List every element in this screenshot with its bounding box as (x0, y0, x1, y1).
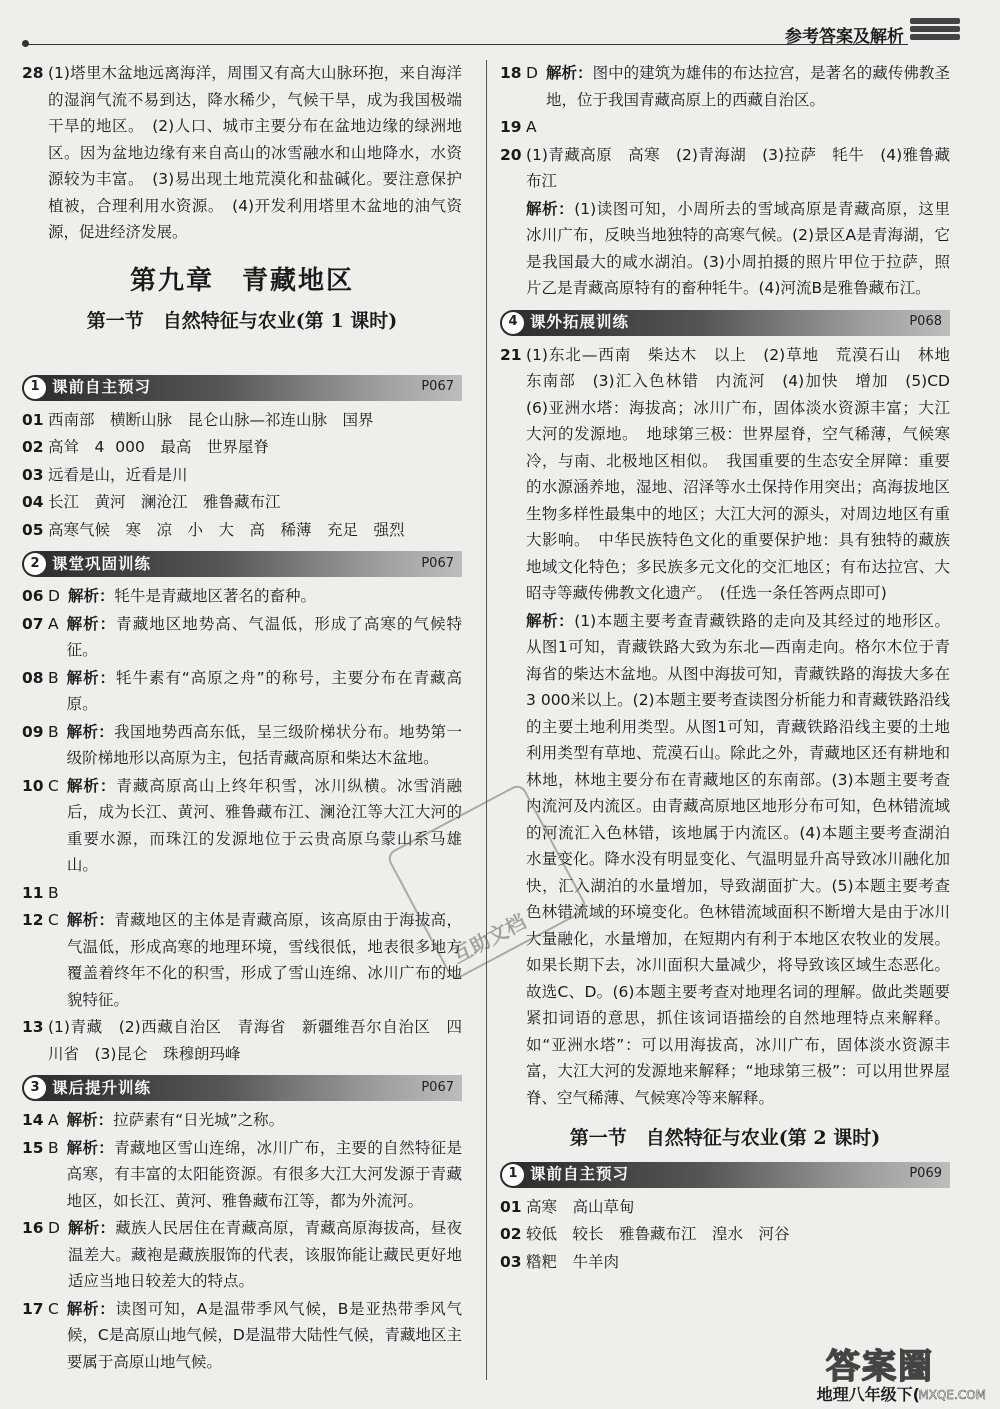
answer-choice: A (48, 614, 59, 633)
answer-number: 18 (500, 64, 522, 82)
answer-number: 21 (500, 345, 522, 364)
answer-item (22, 719, 462, 772)
answer-text: 高耸 4 000 最高 世界屋脊 (48, 438, 269, 456)
answer-item (22, 1215, 462, 1295)
header-title: 参考答案及解析 (785, 27, 904, 47)
bar-label: 课后提升训练 (52, 1078, 152, 1097)
right-column (500, 60, 966, 1276)
analysis-text: (1)读图可知，小周所去的雪域高原是青藏高原，这里冰川广布，反映当地独特的高寒气候。(2)景区A是青海湖，它是我国最大的咸水湖泊。(3)小周拍摄的照片甲位于拉萨，照片乙是青藏高原特有的畜种牦牛。(4)河流B是雅鲁藏布江。 (526, 199, 950, 297)
question-text: (1)塔里木盆地远离海洋，周围又有高大山脉环抱，来自海洋的湿润气流不易到达，降水稀少，气候干旱，成为我国极端干旱的地区。 (2)人口、城市主要分布在盆地边缘的绿洲地区。因为盆地边缘有来自高山的冰雪融水和山地降水，水资源较为丰富。 (3)易出现土地荒漠化和盐碱化。要注意保护植被，合理利用水资源。 (4)开发利用塔里木盆地的油气资源，促进经济发展。 (48, 64, 462, 241)
bar-number: 1 (502, 1164, 524, 1186)
answer-choice: A (526, 118, 537, 136)
answer-item (22, 517, 462, 544)
answer-choice: C (48, 911, 59, 929)
answer-number: 20 (500, 145, 522, 164)
question-21 (500, 342, 966, 607)
analysis-block (500, 608, 950, 1112)
analysis-label: 解析： (66, 1299, 116, 1318)
analysis-label: 解析： (526, 611, 575, 630)
analysis-label: 解析： (67, 1219, 116, 1237)
answer-number: 06 (22, 587, 44, 605)
answer-choice: C (48, 1299, 59, 1318)
answer-item (22, 434, 462, 461)
logo-url: MXQE.COM (918, 1388, 986, 1402)
bar-label: 课堂巩固训练 (52, 554, 152, 573)
answer-choice: B (48, 883, 59, 902)
answer-item (500, 1221, 950, 1248)
answer-number: 19 (500, 118, 522, 136)
answer-choice: B (48, 722, 59, 741)
answer-number: 07 (22, 614, 44, 633)
answer-choice: A (48, 1111, 59, 1129)
answer-text: 高寒 高山草甸 (526, 1197, 635, 1216)
books-icon (910, 16, 960, 50)
answer-text: 远看是山，近看是川 (48, 465, 188, 484)
answer-number: 03 (500, 1252, 522, 1271)
answer-item (22, 462, 462, 489)
section-bar-extension (500, 310, 950, 336)
preview-answers (22, 407, 462, 544)
analysis-text: 藏族人民居住在青藏高原，青藏高原海拔高，昼夜温差大。藏袍是藏族服饰的代表，该服饰能让藏民更好地适应当地日较差大的特点。 (67, 1219, 462, 1290)
answer-item (500, 1194, 950, 1221)
answer-number: 09 (22, 722, 44, 741)
bar-page: P068 (909, 314, 942, 330)
analysis-label: 解析： (66, 776, 117, 795)
answer-number: 04 (22, 493, 44, 511)
answer-number: 13 (22, 1018, 44, 1036)
answer-choice: D (526, 64, 538, 82)
question-28 (22, 60, 462, 246)
answer-text: (1)青藏 (2)西藏自治区 青海省 新疆维吾尔自治区 四川省 (3)昆仑 珠穆朗玛峰 (48, 1018, 462, 1063)
answer-text: 高寒气候 寒 凉 小 大 高 稀薄 充足 强烈 (48, 520, 405, 539)
analysis-label: 解析： (66, 1138, 115, 1157)
analysis-text: 读图可知，A是温带季风气候，B是亚热带季风气候，C是高原山地气候，D是温带大陆性气候，青藏地区主要属于高原山地气候。 (66, 1299, 462, 1371)
analysis-label: 解析： (66, 668, 116, 687)
answer-number: 14 (22, 1111, 44, 1129)
bar-page: P067 (421, 379, 454, 395)
question-number: 28 (22, 64, 44, 82)
answer-item (22, 1296, 462, 1376)
answer-number: 03 (22, 465, 44, 484)
answer-choice: D (48, 1219, 60, 1237)
answer-text: (1)青藏高原 高寒 (2)青海湖 (3)拉萨 牦牛 (4)雅鲁藏布江 (526, 145, 950, 190)
answer-text: 西南部 横断山脉 昆仑山脉—祁连山脉 国界 (48, 410, 374, 429)
answer-choice: D (48, 587, 60, 605)
answer-choice: B (48, 1138, 59, 1157)
answer-number: 16 (22, 1219, 44, 1237)
answer-item (22, 665, 462, 718)
answer-item (22, 1135, 462, 1215)
answer-number: 08 (22, 668, 44, 687)
analysis-label: 解析： (66, 1111, 114, 1129)
bar-number: 4 (502, 312, 524, 334)
analysis-text: 青藏地区地势高、气温低，形成了高寒的气候特征。 (66, 614, 462, 659)
answer-item (22, 1014, 462, 1067)
answer-number: 02 (500, 1225, 522, 1243)
classroom-answers (22, 583, 462, 1067)
analysis-label: 解析： (526, 199, 575, 218)
answer-text: 较低 较长 雅鲁藏布江 湟水 河谷 (526, 1225, 790, 1243)
answer-number: 01 (22, 410, 44, 429)
answer-text: (1)东北—西南 柴达木 以上 (2)草地 荒漠石山 林地 东南部 (3)汇入色林错 内流河 (4)加快 增加 (5)CD (6)亚洲水塔：海拔高；冰川广布，固体淡水资源丰富；大江大河的发源地。 地球第三极：世界屋脊，空气稀薄，气候寒冷，与南、北极地区相似。 我国重要的生态安全屏障：重要的水源涵养地，湿地、沼泽等水土保持作用突出；高海拔地区生物多样性最集中的地区；大江大河的源头，对周边地区有重大影响。 中华民族特色文化的重要保护地：具有独特的藏族地域文化特色；多民族多元文化的交汇地区；有布达拉宫、大昭寺等藏传佛教文化遗产。 (任选一条任答两点即可) (526, 345, 966, 602)
chapter-title: 第九章 青藏地区 (129, 265, 354, 296)
answer-item (22, 407, 462, 434)
answer-number: 10 (22, 776, 44, 795)
analysis-label: 解析： (545, 64, 593, 82)
analysis-label: 解析： (66, 614, 117, 633)
bar-number: 2 (24, 553, 46, 575)
analysis-block (500, 196, 950, 302)
answer-item (500, 142, 950, 195)
analysis-text: 牦牛素有“高原之舟”的称号，主要分布在青藏高原。 (66, 668, 462, 713)
answer-item (22, 611, 462, 664)
analysis-text: 我国地势西高东低，呈三级阶梯状分布。地势第一级阶梯地形以高原为主，包括青藏高原和柴达木盆地。 (66, 722, 462, 767)
bar-number: 1 (24, 377, 46, 399)
bar-label: 课外拓展训练 (530, 313, 630, 332)
answer-item (500, 60, 950, 113)
analysis-text: 青藏高原高山上终年积雪，冰川纵横。冰雪消融后，成为长江、黄河、雅鲁藏布江、澜沧江等大江大河的重要水源，而珠江的发源地位于云贵高原乌蒙山系马雄山。 (66, 776, 462, 874)
left-column (22, 60, 462, 1376)
analysis-text: 青藏地区雪山连绵，冰川广布，主要的自然特征是高寒，有丰富的太阳能资源。有很多大江大河发源于青藏地区，如长江、黄河、雅鲁藏布江等，都为外流河。 (66, 1138, 462, 1210)
answer-item (22, 907, 462, 1013)
answer-number: 15 (22, 1138, 44, 1157)
answer-item (22, 583, 462, 610)
answer-number: 02 (22, 438, 44, 456)
answer-choice: C (48, 776, 59, 795)
answer-item (22, 489, 462, 516)
bar-label: 课前自主预习 (52, 378, 152, 397)
answer-item (22, 1107, 462, 1134)
bar-page: P069 (909, 1166, 942, 1182)
bar-number: 3 (24, 1077, 46, 1099)
analysis-label: 解析： (66, 911, 115, 929)
section-title-2: 第一节 自然特征与农业(第 2 课时) (569, 1127, 881, 1149)
analysis-text: 拉萨素有“日光城”之称。 (113, 1111, 285, 1129)
column-divider (486, 60, 487, 1380)
analysis-text: 青藏地区的主体是青藏高原，该高原由于海拔高，气温低，形成高寒的地理环境，雪线很低，地表很多地方覆盖着终年不化的积雪，形成了雪山连绵、冰川广布的地貌特征。 (66, 911, 462, 1009)
answer-item (500, 1249, 950, 1276)
answer-text: 长江 黄河 澜沧江 雅鲁藏布江 (48, 493, 281, 511)
bar-label: 课前自主预习 (530, 1165, 630, 1184)
analysis-label: 解析： (66, 722, 115, 741)
section-bar-preview-2 (500, 1162, 950, 1188)
analysis-text: 图中的建筑为雄伟的布达拉宫，是著名的藏传佛教圣地，位于我国青藏高原上的西藏自治区。 (545, 64, 950, 109)
section-title: 第一节 自然特征与农业(第 1 课时) (86, 310, 398, 332)
bar-page: P067 (421, 1079, 454, 1095)
header-rule (28, 44, 908, 45)
answer-text: 糌粑 牛羊肉 (526, 1252, 620, 1271)
answer-number: 05 (22, 520, 44, 539)
section-bar-classroom (22, 551, 462, 577)
answer-number: 17 (22, 1299, 44, 1318)
answer-number: 12 (22, 911, 44, 929)
section-bar-preview (22, 375, 462, 401)
answer-item (500, 114, 950, 141)
section-bar-after-class (22, 1075, 462, 1101)
stamp-text: 互助文档 (447, 909, 530, 969)
analysis-text: (1)本题主要考查青藏铁路的走向及其经过的地形区。从图1可知，青藏铁路大致为东北—西南走向。格尔木位于青海省的柴达木盆地。从图中海拔可知，青藏铁路的海拔大多在3 000米以上。(2)本题主要考查读图分析能力和青藏铁路沿线的主要土地利用类型。从图1可知，青藏铁路沿线主要的土地利用类型有草地、荒漠石山。除此之外，青藏地区还有耕地和林地，林地主要分布在青藏地区的东南部。(3)本题主要考查内流河及内流区。由青藏高原地区地形分布可知，色林错流域的河流汇入色林错，该地属于内流区。(4)本题主要考查湖泊水量变化。降水没有明显变化、气温明显升高导致冰川融化加快，汇入湖泊的水量增加，导致湖面扩大。(5)本题主要考查色林错流域的环境变化。色林错流域面积不断增大是由于冰川大量融化，水量增加，在短期内有利于本地区农牧业的发展。如果长期下去，冰川面积大量减少，将导致该区域生态恶化。故选C、D。(6)本题主要考查对地理名词的理解。做此类题要紧扣词语的意思，抓住该词语描绘的自然地理特点来解释。如“亚洲水塔”：可以用海拔高，冰川广布，固体淡水资源丰富，大江大河的发源地来解释；“地球第三极”：可以用世界屋脊、空气稀薄、气候寒冷等来解释。 (526, 611, 950, 1107)
footer-text: 地理八年级下( (816, 1385, 920, 1404)
answer-number: 11 (22, 883, 44, 902)
answer-number: 01 (500, 1197, 522, 1216)
bar-page: P067 (421, 555, 454, 571)
answer-item (22, 880, 462, 907)
answer-choice: B (48, 668, 59, 687)
analysis-label: 解析： (67, 587, 115, 605)
logo-text: 答案圈 (826, 1347, 934, 1387)
site-logo (826, 1339, 996, 1409)
analysis-text: 牦牛是青藏地区著名的畜种。 (114, 587, 316, 605)
after-class-answers (22, 1107, 462, 1375)
